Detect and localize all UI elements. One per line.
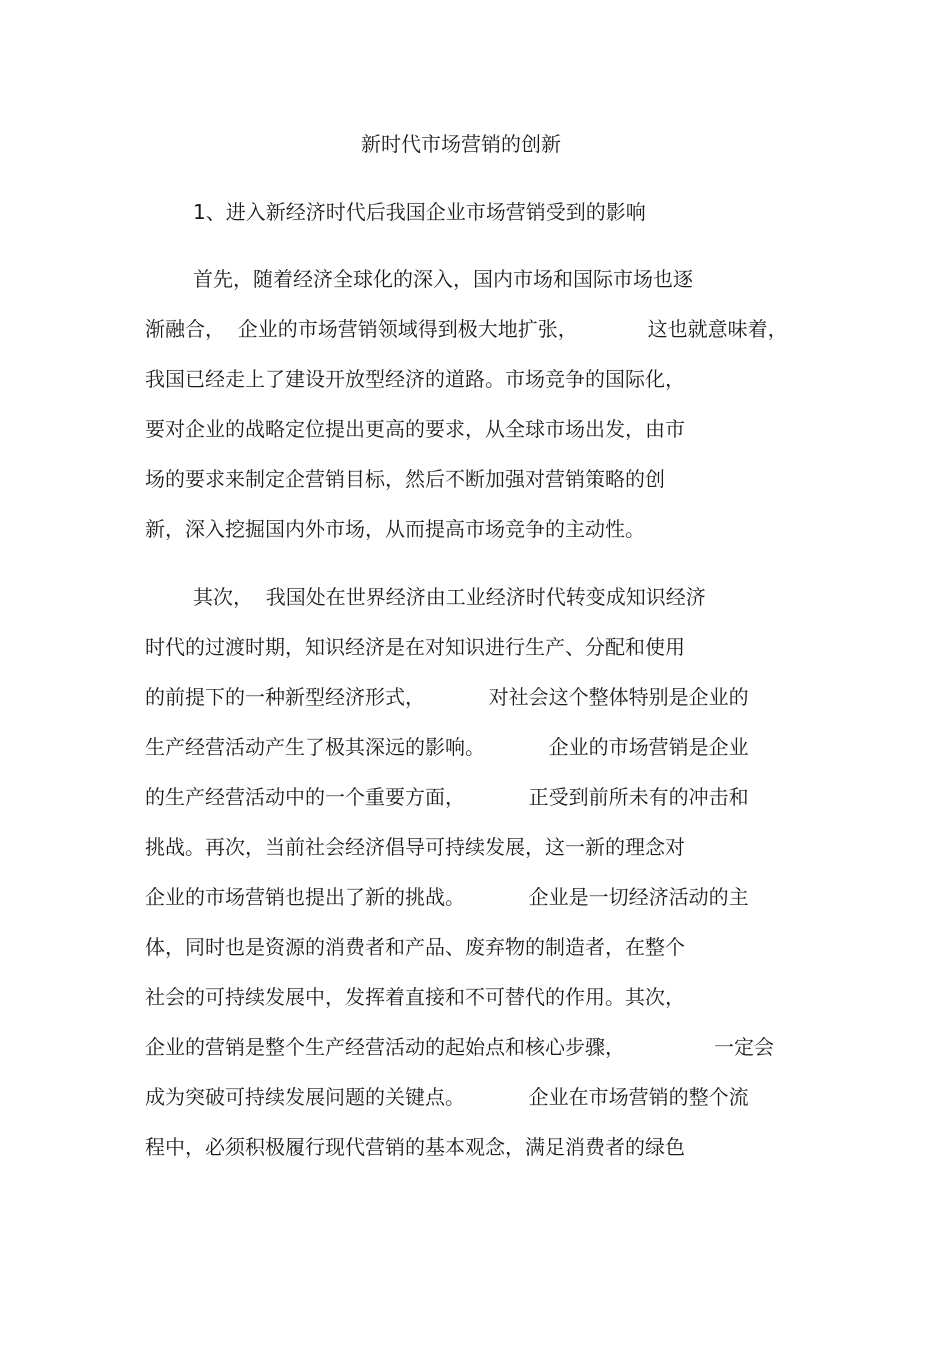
paragraph-line: 新，深入挖掘国内外市场，从而提高市场竞争的主动性。 [145, 517, 645, 541]
section-heading: 1、进入新经济时代后我国企业市场营销受到的影响 [193, 200, 646, 224]
paragraph-line: 成为突破可持续发展问题的关键点。 企业在市场营销的整个流 [145, 1085, 749, 1109]
paragraph-line: 时代的过渡时期，知识经济是在对知识进行生产、分配和使用 [145, 635, 685, 659]
paragraph-line: 场的要求来制定企营销目标，然后不断加强对营销策略的创 [145, 467, 665, 491]
paragraph-line: 其次， 我国处在世界经济由工业经济时代转变成知识经济 [193, 585, 706, 609]
paragraph-line: 企业的营销是整个生产经营活动的起始点和核心步骤， 一定会 [145, 1035, 775, 1059]
paragraph-line: 挑战。再次，当前社会经济倡导可持续发展，这一新的理念对 [145, 835, 685, 859]
paragraph-line: 渐融合， 企业的市场营销领域得到极大地扩张， 这也就意味着， [145, 317, 788, 341]
paragraph-line: 我国已经走上了建设开放型经济的道路。市场竞争的国际化， [145, 367, 685, 391]
paragraph-line: 企业的市场营销也提出了新的挑战。 企业是一切经济活动的主 [145, 885, 749, 909]
paragraph-line: 程中，必须积极履行现代营销的基本观念，满足消费者的绿色 [145, 1135, 685, 1159]
paragraph-line: 社会的可持续发展中，发挥着直接和不可替代的作用。其次， [145, 985, 685, 1009]
paragraph-line: 的前提下的一种新型经济形式， 对社会这个整体特别是企业的 [145, 685, 749, 709]
paragraph-line: 体，同时也是资源的消费者和产品、废弃物的制造者，在整个 [145, 935, 685, 959]
paragraph-line: 生产经营活动产生了极其深远的影响。 企业的市场营销是企业 [145, 735, 749, 759]
document-title: 新时代市场营销的创新 [361, 132, 561, 156]
paragraph-line: 的生产经营活动中的一个重要方面， 正受到前所未有的冲击和 [145, 785, 749, 809]
paragraph-line: 首先，随着经济全球化的深入，国内市场和国际市场也逐 [193, 267, 693, 291]
paragraph-line: 要对企业的战略定位提出更高的要求，从全球市场出发，由市 [145, 417, 685, 441]
